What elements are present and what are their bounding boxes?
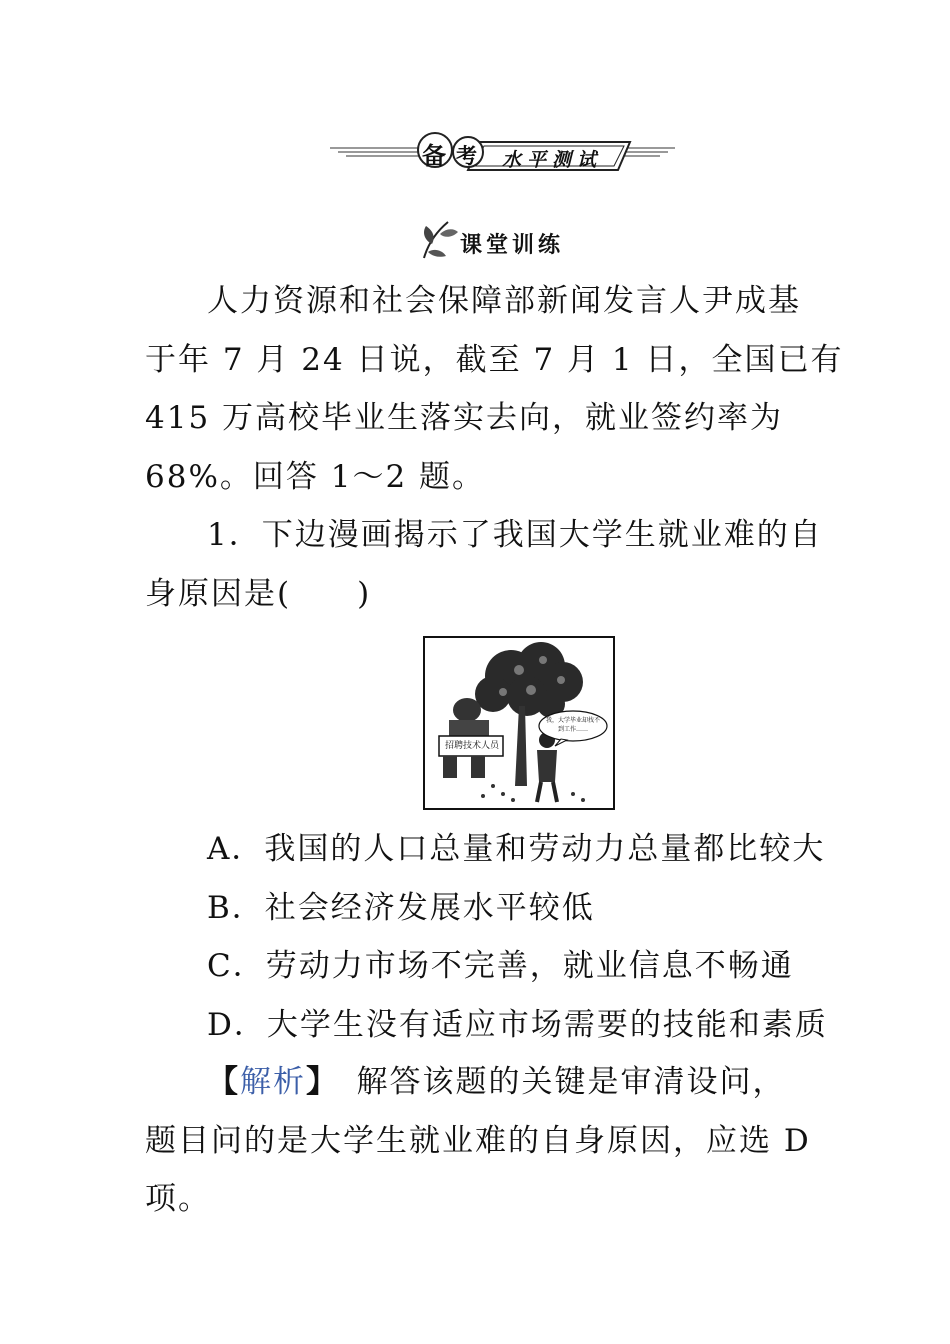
leaf-icon (418, 218, 462, 262)
analysis-text: 解答该题的关键是审清设问， (323, 1064, 786, 1100)
intro-line: 于年 7 月 24 日说，截至 7 月 1 日，全国已有 (145, 341, 844, 378)
cartoon-image (423, 636, 615, 810)
cartoon-bubble-text: 我，大学毕业却找不到工作…… (545, 717, 600, 733)
section-subheader (418, 218, 598, 262)
option-d: D．大学生没有适应市场需要的技能和素质 (207, 1006, 828, 1043)
question-line: 1．下边漫画揭示了我国大学生就业难的自 (207, 517, 823, 553)
analysis-line: 项。 (145, 1181, 211, 1217)
banner-text: 水平测试 (502, 149, 603, 171)
banner-char-2: 考 (456, 143, 477, 168)
option-a: A．我国的人口总量和劳动力总量都比较大 (207, 831, 826, 867)
intro-line: 68%。回答 1～2 题。 (145, 458, 486, 495)
analysis-bracket-close: 】 (306, 1064, 324, 1100)
analysis-line: 题目问的是大学生就业难的自身原因，应选 D (145, 1122, 811, 1159)
banner-char-1: 备 (422, 141, 446, 170)
analysis-first-line (145, 1053, 825, 1112)
question-text (145, 272, 844, 623)
intro-line: 人力资源和社会保障部新闻发言人尹成基 (207, 283, 801, 319)
intro-line: 415 万高校毕业生落实去向，就业签约率为 (145, 400, 784, 436)
section-banner (330, 128, 680, 180)
option-c: C．劳动力市场不完善，就业信息不畅通 (207, 948, 794, 984)
analysis-bracket-open: 【 (207, 1064, 240, 1100)
question-line: 身原因是( ) (145, 575, 372, 612)
cartoon-sign-text: 招聘技术人员 (444, 741, 499, 751)
answer-options (145, 820, 845, 1054)
analysis-tag: 解析 (240, 1064, 306, 1100)
option-b: B．社会经济发展水平较低 (207, 889, 595, 926)
analysis-section (145, 1053, 825, 1229)
section-title: 课堂训练 (460, 233, 565, 258)
